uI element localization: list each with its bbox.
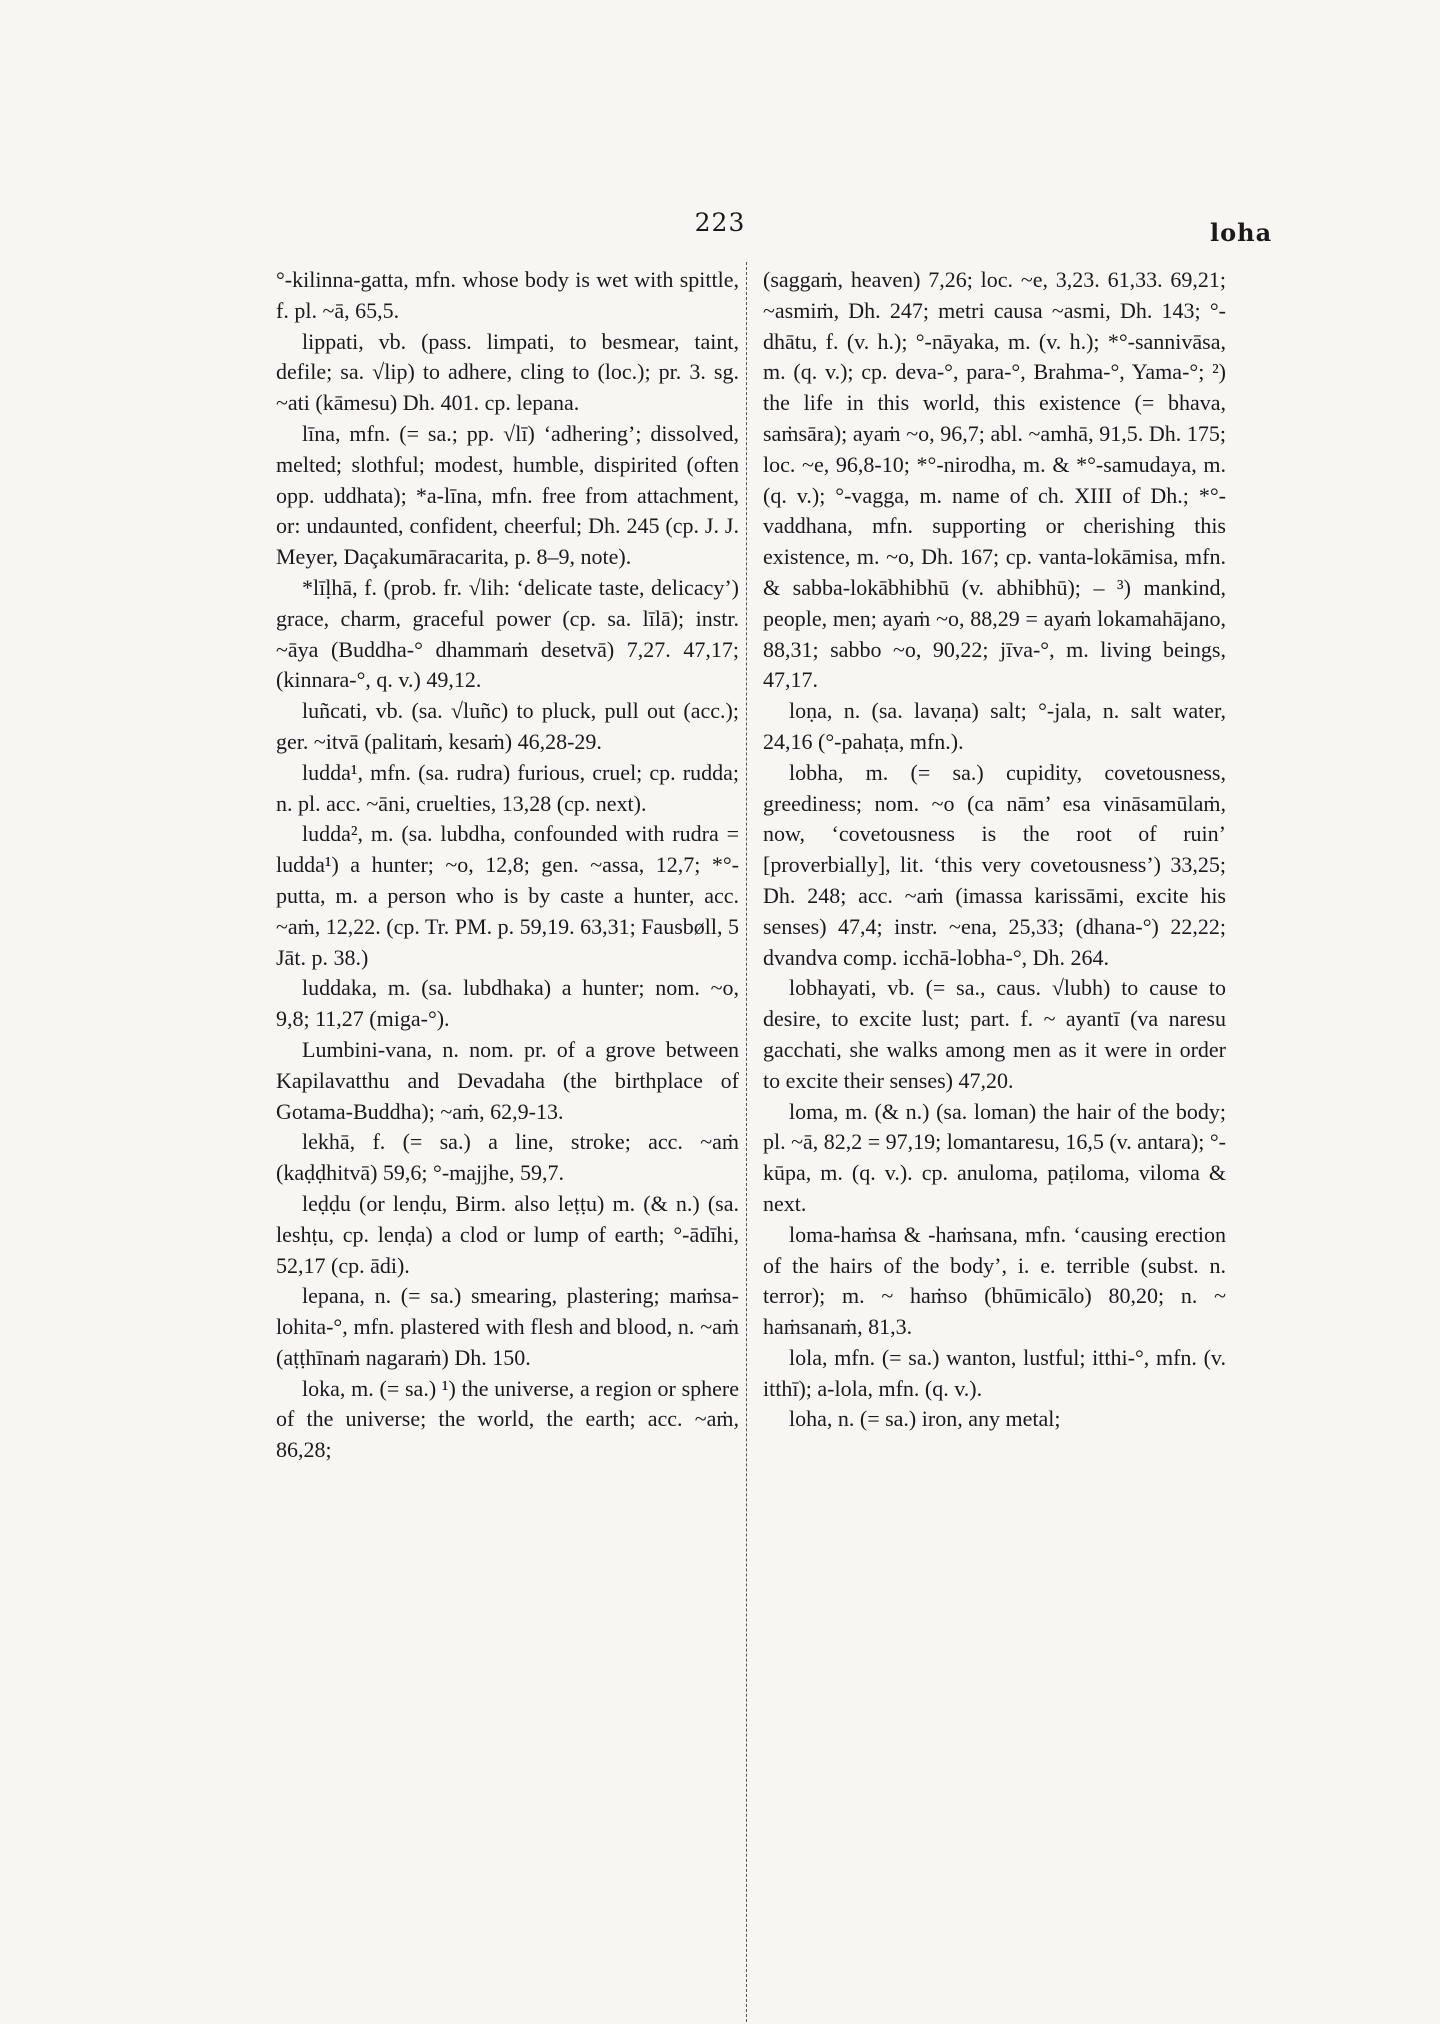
dictionary-entry: lobhayati, vb. (= sa., caus. √lubh) to cause to desire, to excite lust; part. f. ~ ayantī (va naresu gacchati, she walks among men as it were in order to excite their senses) 47,20. [763,975,1226,1093]
dictionary-entry: luddaka, m. (sa. lubdhaka) a hunter; nom. ~o, 9,8; 11,27 (miga-°). [276,975,739,1032]
dictionary-entry: ludda², m. (sa. lubdha, confounded with rudra = ludda¹) a hunter; ~o, 12,8; gen. ~assa, 12,7; *°-putta, m. a person who is by caste a hunter, acc. ~aṁ, 12,22. (cp. Tr. PM. p. 59,19. 63,31; Fausbøll, 5 Jāt. p. 38.) [276,821,739,970]
dictionary-entry: lippati, vb. (pass. limpati, to besmear, taint, defile; sa. √lip) to adhere, cling to (loc.); pr. 3. sg. ~ati (kāmesu) Dh. 401. cp. lepana. [276,328,739,416]
dictionary-entry: līna, mfn. (= sa.; pp. √lī) ‘adhering’; dissolved, melted; slothful; modest, humble, dispirited (often opp. uddhata); *a-līna, mfn. free from attachment, or: undaunted, confident, cheerful; Dh. 245 (cp. J. J. Meyer, Daçakumāracarita, p. 8–9, note). [276,420,739,570]
left-column [276,265,739,1466]
dictionary-entry: loma, m. (& n.) (sa. loman) the hair of the body; pl. ~ā, 82,2 = 97,19; lomantaresu, 16,5 (v. antara); °-kūpa, m. (q. v.). cp. anuloma, paṭiloma, viloma & next. [763,1098,1227,1216]
dictionary-entry: *līḷhā, f. (prob. fr. √lih: ‘delicate taste, delicacy’) grace, charm, graceful power (cp. sa. līlā); instr. ~āya (Buddha-° dhammaṁ desetvā) 7,27. 47,17; (kinnara-°, q. v.) 49,12. [276,574,739,693]
dictionary-entry: ludda¹, mfn. (sa. rudra) furious, cruel; cp. rudda; n. pl. acc. ~āni, cruelties, 13,28 (cp. next). [276,759,739,816]
page-number: 223 [694,208,746,237]
dictionary-entry: lekhā, f. (= sa.) a line, stroke; acc. ~aṁ (kaḍḍhitvā) 59,6; °-majjhe, 59,7. [276,1129,739,1186]
dictionary-entry: Lumbini-vana, n. nom. pr. of a grove between Kapilavatthu and Devadaha (the birthplace of Gotama-Buddha); ~aṁ, 62,9-13. [276,1036,739,1124]
right-column [763,265,1226,1435]
dictionary-entry: loma-haṁsa & -haṁsana, mfn. ‘causing erection of the hairs of the body’, i. e. terrible (subst. n. terror); m. ~ haṁso (bhūmicālo) 80,20; n. ~ haṁsanaṁ, 81,3. [763,1221,1226,1340]
dictionary-entry: loha, n. (= sa.) iron, any metal; [789,1406,1061,1432]
running-head: loha [1210,218,1273,247]
dictionary-entry: lola, mfn. (= sa.) wanton, lustful; itthi-°, mfn. (v. itthī); a-lola, mfn. (q. v.). [763,1344,1226,1401]
dictionary-entry: (saggaṁ, heaven) 7,26; loc. ~e, 3,23. 61,33. 69,21; ~asmiṁ, Dh. 247; metri causa ~asmi, Dh. 143; °-dhātu, f. (v. h.); °-nāyaka, m. (v. h.); *°-sannivāsa, m. (q. v.); cp. deva-°, para-°, Brahma-°, Yama-°; ²) the life in this world, this existence (= bhava, saṁsāra); ayaṁ ~o, 96,7; abl. ~amhā, 91,5. Dh. 175; loc. ~e, 96,8-10; *°-nirodha, m. & *°-samudaya, m. (q. v.); °-vagga, m. name of ch. XIII of Dh.; *°-vaddhana, mfn. supporting or cherishing this existence, m. ~o, Dh. 167; cp. vanta-lokāmisa, mfn. & sabba-lokābhibhū (v. abhibhū); – ³) mankind, people, men; ayaṁ ~o, 88,29 = ayaṁ lokamahājano, 88,31; sabbo ~o, 90,22; jīva-°, m. living beings, 47,17. [763,267,1226,693]
dictionary-entry: loka, m. (= sa.) ¹) the universe, a region or sphere of the universe; the world, the earth; acc. ~aṁ, 86,28; [276,1375,739,1463]
dictionary-entry: luñcati, vb. (sa. √luñc) to pluck, pull out (acc.); ger. ~itvā (palitaṁ, kesaṁ) 46,28-29. [276,698,739,754]
dictionary-entry: lepana, n. (= sa.) smearing, plastering; maṁsa-lohita-°, mfn. plastered with flesh and blood, n. ~aṁ (aṭṭhīnaṁ nagaraṁ) Dh. 150. [276,1283,739,1370]
column-divider [746,262,747,2022]
dictionary-entry: lobha, m. (= sa.) cupidity, covetousness, greediness; nom. ~o (ca nām’ esa vināsamūlaṁ, now, ‘covetousness is the root of ruin’ [proverbially], lit. ‘this very covetousness’) 33,25; Dh. 248; acc. ~aṁ (imassa karissāmi, excite his senses) 47,4; instr. ~ena, 25,33; (dhana-°) 22,22; dvandva comp. icchā-lobha-°, Dh. 264. [763,759,1226,970]
dictionary-entry: °-kilinna-gatta, mfn. whose body is wet with spittle, f. pl. ~ā, 65,5. [276,267,739,323]
dictionary-entry: loṇa, n. (sa. lavaṇa) salt; °-jala, n. salt water, 24,16 (°-pahaṭa, mfn.). [763,698,1226,754]
dictionary-entry: leḍḍu (or lenḍu, Birm. also leṭṭu) m. (& n.) (sa. leshṭu, cp. lenḍa) a clod or lump of earth; °-ādīhi, 52,17 (cp. ādi). [276,1190,739,1278]
